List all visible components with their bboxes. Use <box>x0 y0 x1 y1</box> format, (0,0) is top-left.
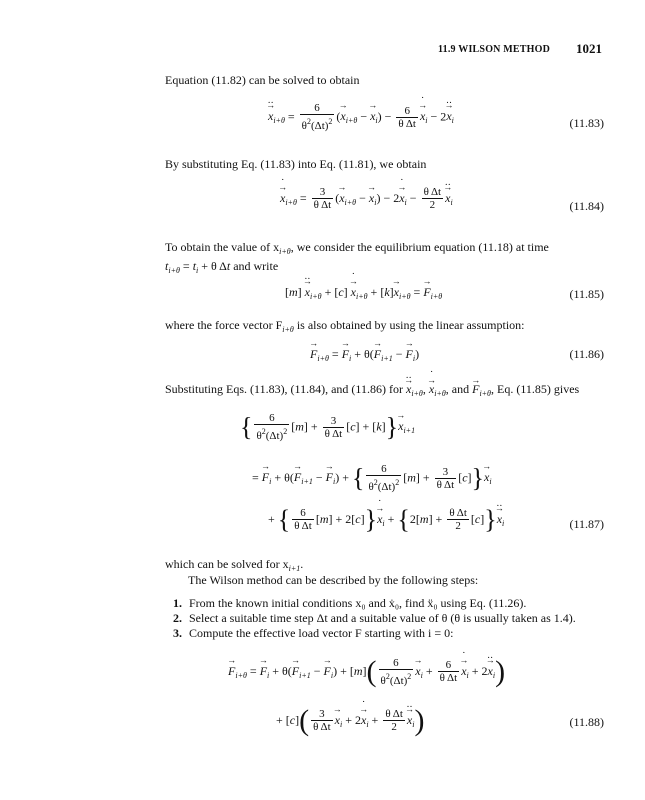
paragraph-force-vector: where the force vector $F_{i+\theta}$ is also obtained by using the linear assumption: <box>165 318 525 334</box>
list-item: 2. Select a suitable time step Δt and a suitable value of θ (θ is usually taken as 1.4). <box>173 611 576 625</box>
equation-number-11-88: (11.88) <box>569 715 604 729</box>
list-item: 1. From the known initial conditions x₀ and ẋ₀, find ẍ₀ using Eq. (11.26). <box>173 596 527 610</box>
equation-number-11-83: (11.83) <box>569 116 604 130</box>
equation-number-11-85: (11.85) <box>569 287 604 301</box>
equation-number-11-86: (11.86) <box>569 347 604 361</box>
steps-list <box>173 596 613 641</box>
equation-11-86: → $F_{i+\theta}$ = → $F_i + \theta(\to F_{i+1}$ − → $F_i$) <box>310 347 419 363</box>
equation-11-88-line1: → $F_{i+\theta}$ = → $F_i + \theta(\to F_{i+1}$ − → $F_i) + [m]$( $\frac{6}{\theta^2(\Delta t)^2}$ → $x_i$ + $\frac{6}{\text{θ Δt}}$ → x $˙_i + 2\to x$ $‥_i$) <box>228 655 505 689</box>
list-item: 3. Compute the effective load vector F starting with i = 0: <box>173 626 454 640</box>
equation-11-87-line3: + { $\frac{6}{\text{θ Δt}}$ [m] + 2[c]}→ x $˙_i + \{2[m]$ + $\frac{\text{θ Δt}}{2}$ [c]}→ x $‥_i$ <box>268 505 504 535</box>
paragraph-substitution: By substituting Eq. (11.83) into Eq. (11.81), we obtain <box>165 157 427 171</box>
paragraph-solve: which can be solved for $x_{i+1}$. <box>165 557 304 573</box>
paragraph-substituting: Substituting Eqs. (11.83), (11.84), and (11.86) for → x $‥_{i+\theta}$, → x $˙_{i+\theta}$, and → $F_{i+\theta}$, Eq. (11.85) gives <box>165 382 579 401</box>
equation-11-87-line2: = → $F_i + \theta(\to F_{i+1}$ − → $F_i$) + { $\frac{6}{\theta^2(\Delta t)^2}$ [m] + $\frac{3}{\text{θ Δt}}$ $[c]\}\to x_i$ <box>252 463 492 494</box>
equation-number-11-84: (11.84) <box>569 199 604 213</box>
page-number: 1021 <box>576 41 602 56</box>
equation-11-88-line2: + [c]( $\frac{3}{\text{θ Δt}}$ → $x_i + 2\to x$ $˙_i$ + $\frac{\text{θ Δt}}{2}$ → x $‥_i$) <box>276 704 424 738</box>
running-header-section: 11.9 WILSON METHOD <box>438 44 551 55</box>
equation-number-11-87: (11.87) <box>569 517 604 531</box>
paragraph-equilibrium: To obtain the value of $x_{i+\theta}$, we consider the equilibrium equation (11.18) at time $t_{i+\theta} = t_i + \theta$ Δt and write <box>165 240 549 275</box>
equation-11-85: [m] → x $‥_{i+\theta} + [c] \to x$ $˙_{i+\theta} + [k]\to x_{i+\theta}$ = → $F_{i+\theta}$ <box>285 285 442 301</box>
paragraph-steps-intro: The Wilson method can be described by the following steps: <box>188 573 479 587</box>
equation-11-83: → x $‥_{i+\theta}$ = $\frac{6}{\theta^2(\Delta t)^2}$ (→ $x_{i+\theta}$ − → $x_i$) − $\frac{6}{\text{θ Δt}}$ → x $˙_i - 2\to x$ $‥_i$ <box>268 102 454 133</box>
equation-11-84: → x $˙_{i+\theta}$ = $\frac{3}{\text{θ Δt}}$ (→ $x_{i+\theta}$ − → $x_i) - 2\to x$ $˙_i$ − $\frac{\text{θ Δt}}{2}$ → x $‥_i$ <box>280 186 453 212</box>
equation-11-87-line1: { $\frac{6}{\theta^2(\Delta t)^2}$ [m] + $\frac{3}{\text{θ Δt}}$ $[c] + [k]\}\to x_{i+1}$ <box>240 412 415 443</box>
paragraph-intro: Equation (11.82) can be solved to obtain <box>165 73 360 87</box>
